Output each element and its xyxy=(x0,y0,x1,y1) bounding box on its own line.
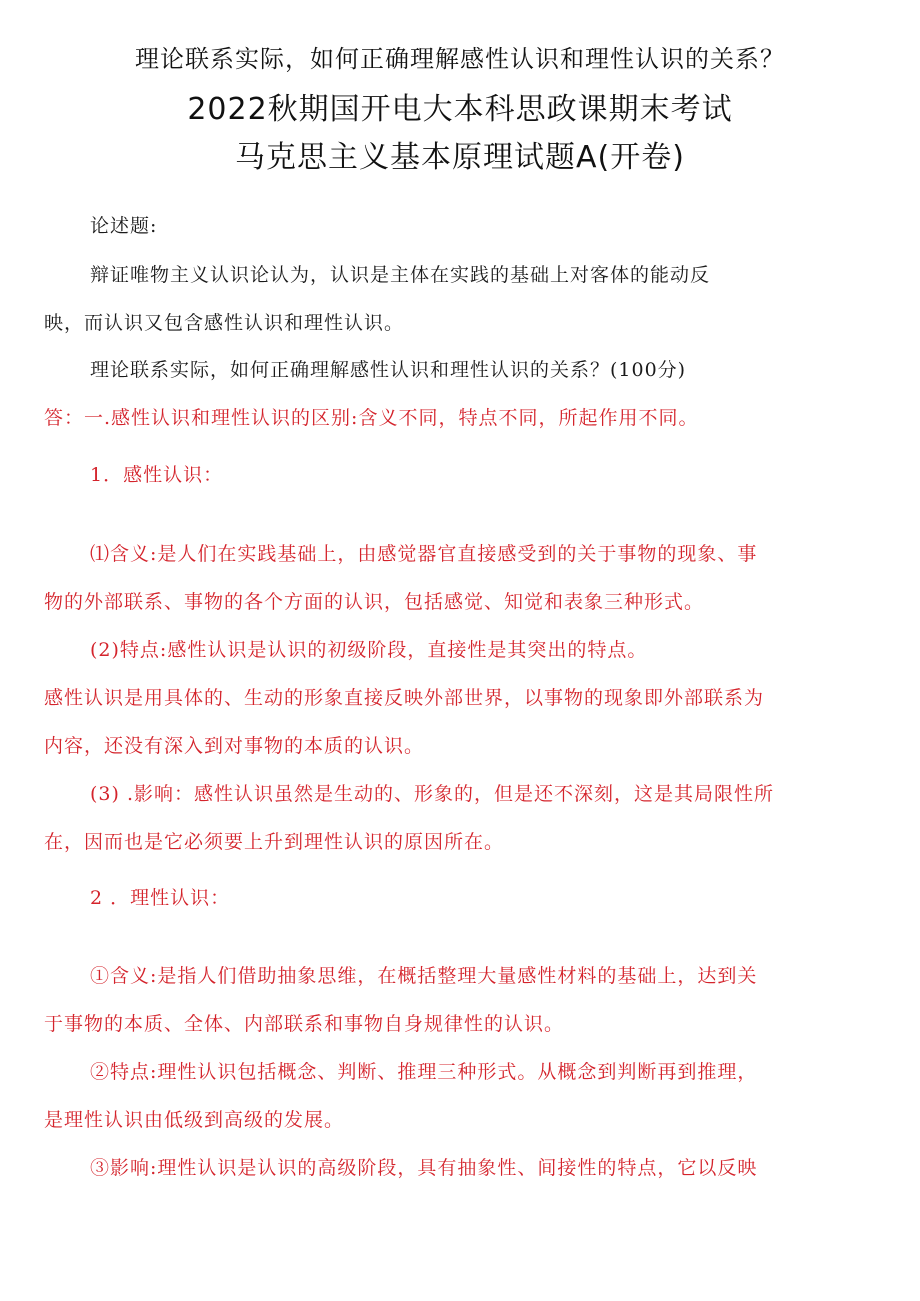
section-label: 论述题: xyxy=(90,215,158,237)
rational-feature-line-2: 是理性认识由低级到高级的发展。 xyxy=(44,1109,345,1131)
perceptual-feature-line-3: 内容，还没有深入到对事物的本质的认识。 xyxy=(44,735,425,757)
answer-intro: 答：一.感性认识和理性认识的区别:含义不同，特点不同，所起作用不同。 xyxy=(44,407,699,429)
perceptual-impact-line-2: 在，因而也是它必须要上升到理性认识的原因所在。 xyxy=(44,831,505,853)
doc-title-paper: 马克思主义基本原理试题A(开卷) xyxy=(235,140,685,175)
perceptual-meaning-line-1: ⑴含义:是人们在实践基础上，由感觉器官直接感受到的关于事物的现象、事 xyxy=(90,543,758,565)
doc-title-exam: 2022秋期国开电大本科思政课期末考试 xyxy=(187,92,733,127)
rational-impact-line-1: ③影响:理性认识是认识的高级阶段，具有抽象性、间接性的特点，它以反映 xyxy=(90,1157,758,1179)
question-intro-line-1: 辩证唯物主义认识论认为，认识是主体在实践的基础上对客体的能动反 xyxy=(90,264,711,286)
perceptual-impact-line-1: (3) .影响：感性认识虽然是生动的、形象的，但是还不深刻，这是其局限性所 xyxy=(90,783,774,805)
rational-feature-line-1: ②特点:理性认识包括概念、判断、推理三种形式。从概念到判断再到推理， xyxy=(90,1061,758,1083)
doc-title-question: 理论联系实际，如何正确理解感性认识和理性认识的关系？ xyxy=(135,45,785,73)
rational-meaning-line-1: ①含义:是指人们借助抽象思维，在概括整理大量感性材料的基础上，达到关 xyxy=(90,965,758,987)
perceptual-feature-line-1: (2)特点:感性认识是认识的初级阶段，直接性是其突出的特点。 xyxy=(90,639,648,661)
perceptual-heading: 1．感性认识： xyxy=(90,464,224,486)
perceptual-feature-line-2: 感性认识是用具体的、生动的形象直接反映外部世界，以事物的现象即外部联系为 xyxy=(44,687,765,709)
rational-heading: 2 ．理性认识： xyxy=(90,887,231,909)
perceptual-meaning-line-2: 物的外部联系、事物的各个方面的认识，包括感觉、知觉和表象三种形式。 xyxy=(44,591,705,613)
question-intro-line-2: 映，而认识又包含感性认识和理性认识。 xyxy=(44,312,405,334)
question-prompt: 理论联系实际，如何正确理解感性认识和理性认识的关系？(100分) xyxy=(90,359,687,381)
rational-meaning-line-2: 于事物的本质、全体、内部联系和事物自身规律性的认识。 xyxy=(44,1013,565,1035)
